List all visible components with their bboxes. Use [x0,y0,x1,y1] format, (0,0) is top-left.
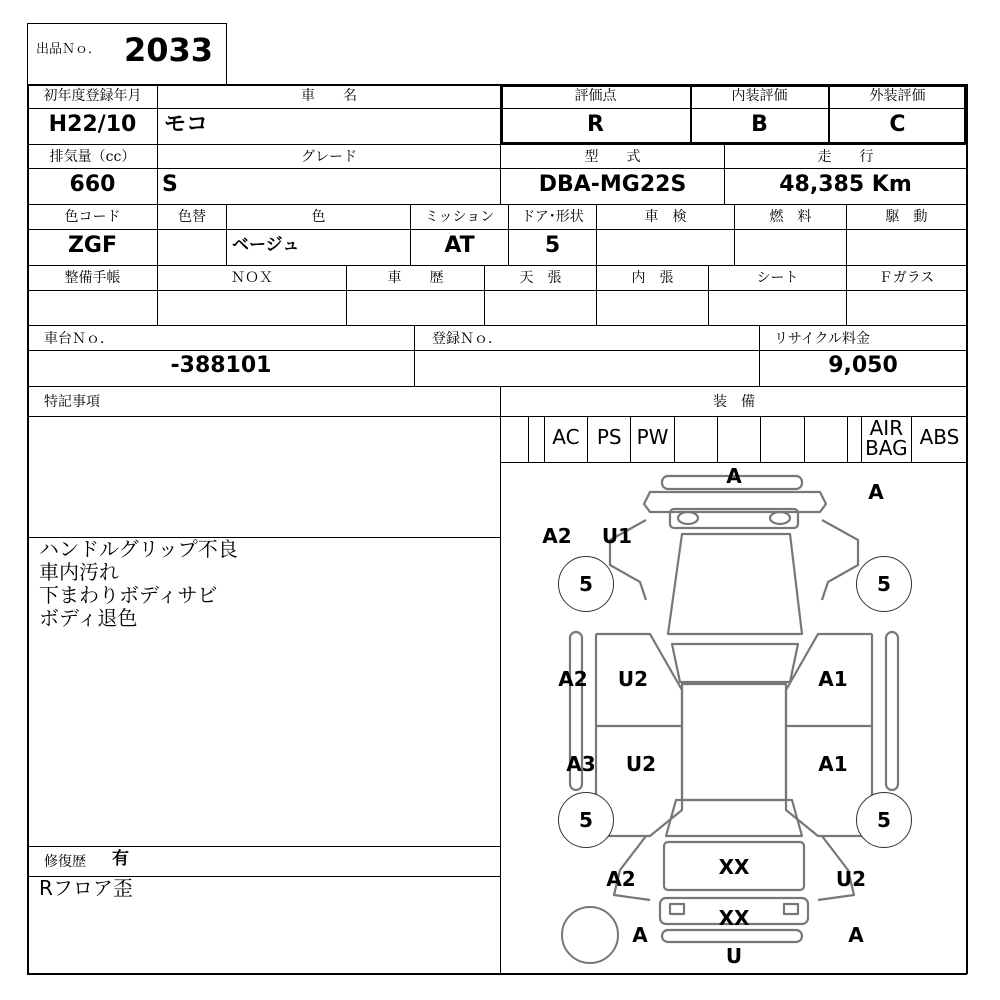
remark-line: ボディ退色 [39,606,138,630]
color-label: 色 [311,209,326,225]
remarks-label: 特記事項 [44,394,100,410]
recycle-value: 9,050 [828,353,898,378]
tire-rear-right: 5 [856,792,912,848]
mileage-label: 走 行 [817,149,874,165]
doors-value: 5 [544,233,561,258]
drive-label: 駆 動 [885,209,928,225]
mileage-value: 48,385 Km [779,172,912,197]
year-label: 初年度登録年月 [43,88,142,104]
interior-label: 内装評価 [731,88,788,104]
model-label: 型 式 [584,149,641,165]
remark-line: ハンドルグリップ不良 [39,537,238,561]
equipment-airbag: AIR BAG [861,416,911,462]
score-label: 評価点 [574,88,617,104]
damage-rear-right-corner: A [848,923,864,947]
registration-label: 登録Ｎｏ． [432,331,502,347]
displacement-label: 排気量（cc） [49,149,136,165]
equipment-slot [528,416,544,462]
damage-left-rear-door-u: U2 [625,752,657,776]
damage-left-front-door-a: A2 [558,667,588,691]
equipment-slot [674,416,717,462]
fuel-label: 燃 料 [769,209,812,225]
exterior-label: 外装評価 [869,88,926,104]
color-code-value: ZGF [67,233,118,258]
name-value: モコ [164,112,209,137]
doors-label: ドア･形状 [521,209,584,225]
repaint-label: 色替 [178,209,206,225]
damage-back-door: XX [718,906,750,930]
damage-left-rear-door-a: A3 [566,752,596,776]
interior-value: B [751,112,768,137]
grade-value: S [162,172,178,197]
grade-label: グレード [301,149,357,165]
glass-label: Ｆガラス [878,270,935,286]
damage-rear-bumper: U [725,944,743,968]
lot-number-box [27,23,227,85]
transmission-value: AT [444,233,475,258]
nox-label: ＮＯＸ [231,270,273,286]
inspection-label: 車 検 [644,209,687,225]
damage-rear-left-quarter: A2 [606,867,636,891]
seat-label: シート [756,270,799,286]
equipment-slot [717,416,760,462]
lot-number-label: 出品Ｎｏ． [36,42,102,57]
damage-right-rear-door: A1 [818,752,848,776]
equipment-slot [760,416,803,462]
transmission-label: ミッション [424,209,495,225]
lot-number-value: 2033 [124,31,214,69]
score-value: R [587,112,604,137]
equipment-ps: PS [587,416,630,462]
model-value: DBA-MG22S [538,172,687,197]
color-code-label: 色コード [64,209,121,225]
service-book-label: 整備手帳 [64,270,121,286]
damage-rear-right-quarter: U2 [835,867,867,891]
exterior-value: C [889,112,906,137]
year-value: H22/10 [48,112,137,137]
tire-front-left: 5 [558,556,614,612]
name-label: 車 名 [301,88,357,104]
damage-left-fender-u: U1 [601,524,633,548]
damage-left-fender-a: A2 [542,524,572,548]
equipment-slot [847,416,861,462]
remark-line: 下まわりボディサビ [39,583,218,607]
tire-front-right: 5 [856,556,912,612]
inner-trim-label: 内 張 [631,270,674,286]
recycle-label: リサイクル料金 [774,331,871,347]
repair-value: 有 [112,849,129,869]
repair-note: Rフロア歪 [39,876,133,900]
tire-rear-left: 5 [558,792,614,848]
remark-line: 車内汚れ [39,560,119,584]
damage-rear-glass: XX [718,855,750,879]
repair-label: 修復歴 [44,854,86,870]
equipment-ac: AC [544,416,587,462]
equipment-pw: PW [630,416,673,462]
headliner-label: 天 張 [519,270,562,286]
chassis-value: -388101 [170,353,272,378]
damage-front-right-corner: A [868,480,884,504]
equipment-slot [804,416,847,462]
remarks-list [39,538,238,630]
damage-left-front-door-u: U2 [617,667,649,691]
equipment-grid [528,416,967,462]
chassis-label: 車台Ｎｏ． [44,331,114,347]
history-label: 車 歴 [387,270,444,286]
equipment-label: 装 備 [713,394,755,410]
damage-right-front-door: A1 [818,667,848,691]
color-value: ベージュ [232,235,300,255]
equipment-abs: ABS [911,416,967,462]
damage-rear-left-corner: A [632,923,648,947]
displacement-value: 660 [69,172,116,197]
damage-front-bumper: A [726,464,742,488]
